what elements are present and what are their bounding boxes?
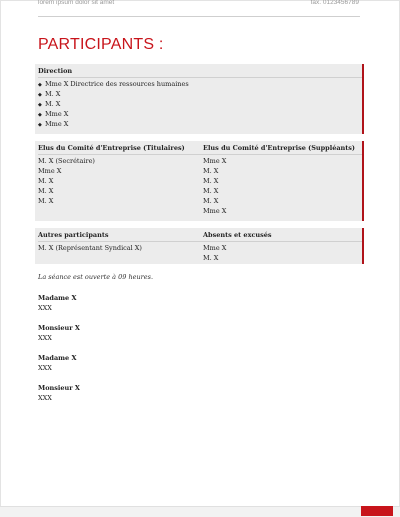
direction-heading: Direction — [38, 67, 73, 75]
suppleants-heading: Elus du Comité d'Entreprise (Suppléants) — [203, 144, 356, 152]
diamond-bullet-icon: ◆ — [38, 82, 42, 88]
direction-item: ◆ M. X — [38, 90, 61, 98]
direction-item: ◆ Mme X — [38, 110, 69, 118]
suppleant-item: M. X — [203, 167, 219, 175]
titulaire-item: M. X — [38, 187, 54, 195]
absent-item: M. X — [203, 254, 219, 262]
footer-bar — [0, 506, 400, 517]
autre-item: M. X (Représentant Syndical X) — [38, 244, 142, 252]
elus-box — [35, 141, 364, 221]
direction-divider — [38, 77, 362, 78]
suppleant-item: M. X — [203, 177, 219, 185]
diamond-bullet-icon: ◆ — [38, 112, 42, 118]
absents-heading: Absents et excusés — [203, 231, 272, 239]
suppleant-item: M. X — [203, 187, 219, 195]
direction-box — [35, 64, 364, 134]
signatory-name: Monsieur X — [38, 384, 80, 392]
suppleant-item: M. X — [203, 197, 219, 205]
diamond-bullet-icon: ◆ — [38, 92, 42, 98]
elus-divider — [38, 154, 362, 155]
direction-item: ◆ M. X — [38, 100, 61, 108]
signatory-value: XXX — [38, 364, 52, 372]
suppleant-item: Mme X — [203, 207, 227, 215]
direction-item: ◆ Mme X — [38, 120, 69, 128]
titulaire-item: M. X (Secrétaire) — [38, 157, 95, 165]
titulaires-heading: Elus du Comité d'Entreprise (Titulaires) — [38, 144, 185, 152]
signatory-value: XXX — [38, 394, 52, 402]
direction-item: ◆ Mme X Directrice des ressources humaines — [38, 80, 189, 88]
autres-box — [35, 228, 364, 264]
footer-accent — [361, 506, 393, 516]
signatory-name: Madame X — [38, 354, 77, 362]
page-title: PARTICIPANTS : — [38, 36, 164, 53]
header-left-text: lorem ipsum dolor sit amet — [38, 0, 115, 6]
autres-heading: Autres participants — [38, 231, 109, 239]
diamond-bullet-icon: ◆ — [38, 102, 42, 108]
titulaire-item: M. X — [38, 197, 54, 205]
signatory-value: XXX — [38, 334, 52, 342]
signatory-name: Madame X — [38, 294, 77, 302]
diamond-bullet-icon: ◆ — [38, 122, 42, 128]
signatory-name: Monsieur X — [38, 324, 80, 332]
suppleant-item: Mme X — [203, 157, 227, 165]
titulaire-item: M. X — [38, 177, 54, 185]
opening-statement: La séance est ouverte à 09 heures. — [38, 273, 154, 281]
autres-divider — [38, 241, 362, 242]
header-fax: fax. 0123456789 — [310, 0, 359, 6]
absent-item: Mme X — [203, 244, 227, 252]
titulaire-item: Mme X — [38, 167, 62, 175]
signatory-value: XXX — [38, 304, 52, 312]
